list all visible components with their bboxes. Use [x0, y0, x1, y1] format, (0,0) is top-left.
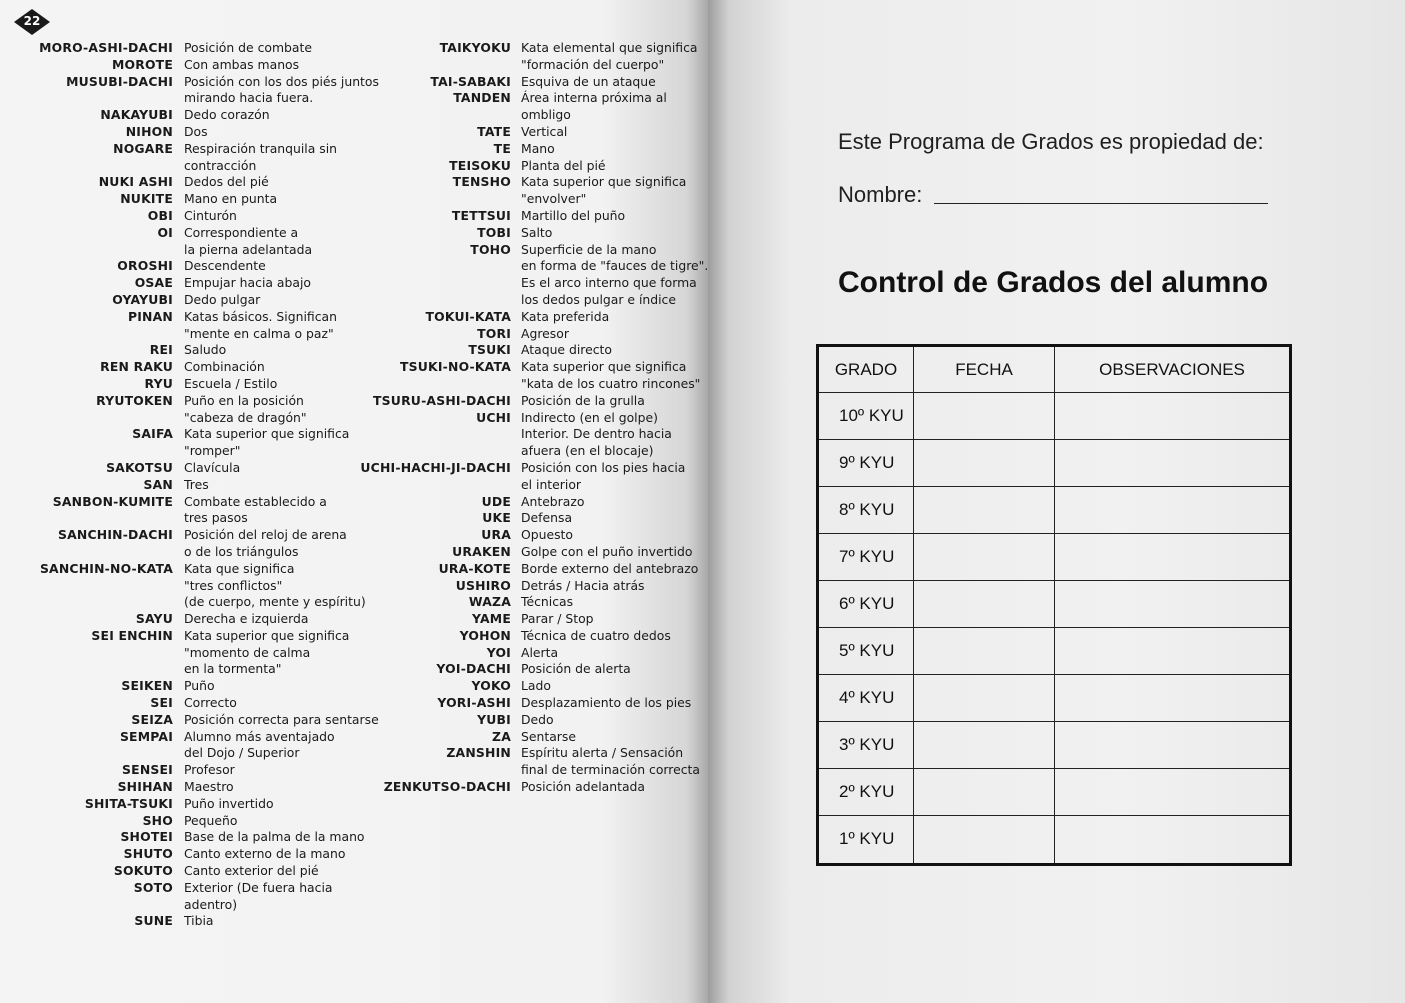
grade-cell: 3º KYU [818, 721, 914, 768]
glossary-definition: Exterior (De fuera hacia [184, 879, 333, 895]
date-cell[interactable] [914, 721, 1055, 768]
glossary-definition: Posición de alerta [521, 661, 631, 677]
glossary-definition: Pequeño [184, 812, 238, 828]
glossary-term: UDE [481, 493, 511, 509]
glossary-definition: Golpe con el puño invertido [521, 543, 693, 559]
grade-row [818, 721, 1291, 768]
glossary-definition: Superficie de la mano [521, 241, 657, 257]
glossary-term: REN RAKU [100, 359, 173, 375]
glossary-definition: "momento de calma [184, 644, 311, 660]
observations-cell[interactable] [1055, 486, 1291, 533]
glossary-term: URA-KOTE [438, 560, 511, 576]
glossary-definition: Maestro [184, 779, 234, 795]
glossary-term: SHIHAN [117, 779, 173, 795]
glossary-term: ZA [492, 728, 511, 744]
glossary-definition: Posición correcta para sentarse [184, 711, 379, 727]
glossary-term: TANDEN [453, 90, 511, 106]
glossary-term: ZENKUTSO-DACHI [383, 779, 511, 795]
date-cell[interactable] [914, 533, 1055, 580]
glossary-term: SUNE [134, 913, 173, 929]
glossary-term: SANCHIN-DACHI [57, 527, 173, 543]
grade-row [818, 439, 1291, 486]
glossary-definition: Detrás / Hacia atrás [521, 577, 645, 593]
glossary-term: NOGARE [113, 140, 173, 156]
glossary-definition: Derecha e izquierda [184, 611, 309, 627]
glossary-term: SANBON-KUMITE [52, 493, 173, 509]
glossary-term: TENSHO [452, 174, 511, 190]
glossary-definition: Empujar hacia abajo [184, 275, 311, 291]
glossary-definition: Agresor [521, 325, 569, 341]
glossary-term: TAIKYOKU [439, 40, 511, 55]
glossary-term: NUKITE [120, 191, 173, 207]
glossary-definition: Alerta [521, 644, 559, 660]
glossary-definition: contracción [184, 157, 257, 173]
glossary-definition: afuera (en el blocaje) [521, 443, 654, 459]
glossary-definition: "kata de los cuatro rincones" [521, 375, 701, 391]
glossary-definition: Dedo corazón [184, 107, 270, 123]
glossary-term: YORI-ASHI [437, 695, 511, 711]
glossary-definition: Correcto [184, 695, 237, 711]
glossary-term: OI [157, 224, 173, 240]
header-observaciones: OBSERVACIONES [1055, 346, 1291, 393]
glossary-term: SHITA-TSUKI [84, 795, 173, 811]
glossary-term: WAZA [468, 594, 511, 610]
date-cell[interactable] [914, 674, 1055, 721]
grade-cell: 5º KYU [818, 627, 914, 674]
glossary-definition: en la tormenta" [184, 661, 282, 677]
glossary-definition: Espíritu alerta / Sensación [521, 745, 684, 761]
glossary-definition: Combate establecido a [184, 493, 327, 509]
glossary-definition: "mente en calma o paz" [184, 325, 334, 341]
glossary-definition: tres pasos [184, 510, 248, 526]
glossary-term: SEMPAI [119, 728, 173, 744]
glossary-definition: "envolver" [521, 191, 587, 207]
glossary-term: TSUKI-NO-KATA [400, 359, 511, 375]
glossary-term: SAIFA [132, 426, 173, 442]
observations-cell[interactable] [1055, 533, 1291, 580]
glossary-definition: Borde externo del antebrazo [521, 560, 699, 576]
glossary-term: TAI-SABAKI [430, 73, 511, 89]
glossary-definition: Sentarse [521, 728, 576, 744]
glossary-definition: Mano [521, 140, 555, 156]
glossary-definition: Mano en punta [184, 191, 278, 207]
glossary-term: SHOTEI [120, 829, 173, 845]
glossary-term: URAKEN [452, 543, 511, 559]
glossary-term: MORO-ASHI-DACHI [39, 40, 173, 55]
glossary-definition: Desplazamiento de los pies [521, 695, 692, 711]
glossary-definition: "romper" [184, 443, 241, 459]
glossary-definition: Puño [184, 678, 215, 694]
glossary-definition: Técnicas [521, 594, 574, 610]
grade-row [818, 533, 1291, 580]
glossary-definition: Interior. De dentro hacia [521, 426, 672, 442]
grade-cell: 1º KYU [818, 815, 914, 864]
date-cell[interactable] [914, 768, 1055, 815]
glossary-term: TOBI [477, 224, 511, 240]
glossary-term: UCHI-HACHI-JI-DACHI [360, 459, 511, 475]
glossary-definition: Posición con los dos piés juntos [184, 73, 379, 89]
glossary-term: USHIRO [455, 577, 511, 593]
glossary-definition: (de cuerpo, mente y espíritu) [184, 594, 366, 610]
glossary-definition: Parar / Stop [521, 611, 594, 627]
grades-table-body [818, 393, 1291, 865]
page-number-badge [13, 8, 51, 36]
glossary-definition: Dedos del pié [184, 174, 269, 190]
glossary-definition: Kata elemental que significa [521, 40, 698, 55]
glossary-term: SEI [150, 695, 173, 711]
glossary-definition: Saludo [184, 342, 227, 358]
glossary-definition: del Dojo / Superior [184, 745, 300, 761]
glossary-definition: Tres [184, 476, 209, 492]
glossary-definition: Puño invertido [184, 795, 274, 811]
glossary-term: NUKI ASHI [98, 174, 173, 190]
header-fecha: FECHA [914, 346, 1055, 393]
glossary-definition: Kata preferida [521, 308, 610, 324]
glossary-definition: Kata superior que significa [521, 174, 687, 190]
observations-cell[interactable] [1055, 815, 1291, 864]
glossary-definition: Canto externo de la mano [184, 846, 346, 862]
observations-cell[interactable] [1055, 674, 1291, 721]
glossary-definition: Posición de combate [184, 40, 312, 55]
glossary-term: TATE [477, 123, 511, 139]
glossary-definition: los dedos pulgar e índice [521, 291, 676, 307]
glossary-term: RYUTOKEN [96, 392, 173, 408]
glossary-definition: Profesor [184, 762, 235, 778]
date-cell[interactable] [914, 439, 1055, 486]
glossary-term: TSURU-ASHI-DACHI [373, 392, 511, 408]
glossary-definition: Salto [521, 224, 553, 240]
glossary-definition: Vertical [521, 123, 568, 139]
ownership-statement: Este Programa de Grados es propiedad de: [838, 129, 1264, 154]
name-label: Nombre: [838, 182, 923, 207]
glossary-term: UCHI [476, 409, 511, 425]
glossary-definition: Tibia [184, 913, 214, 929]
glossary-term: PINAN [127, 308, 173, 324]
grade-cell: 10º KYU [818, 393, 914, 440]
glossary-term: SEIZA [131, 711, 173, 727]
glossary-definition: Lado [521, 678, 551, 694]
glossary-definition: Técnica de cuatro dedos [521, 627, 671, 643]
glossary-definition: Posición de la grulla [521, 392, 645, 408]
glossary-term: TORI [477, 325, 511, 341]
glossary-definition: Descendente [184, 258, 266, 274]
glossary-term: TOKUI-KATA [425, 308, 511, 324]
observations-cell[interactable] [1055, 439, 1291, 486]
table-header-row [818, 346, 1291, 393]
glossary-definition: Con ambas manos [184, 56, 300, 72]
glossary-definition: Ataque directo [521, 342, 612, 358]
date-cell[interactable] [914, 580, 1055, 627]
glossary-term: REI [149, 342, 173, 358]
glossary-term: YOHON [459, 627, 511, 643]
glossary-definition: Kata superior que significa [184, 426, 350, 442]
glossary-definition: Área interna próxima al [521, 90, 667, 106]
grade-cell: 4º KYU [818, 674, 914, 721]
glossary-definition: en forma de "fauces de tigre". [521, 258, 709, 274]
glossary-definition: Es el arco interno que forma [521, 275, 697, 291]
glossary-term: YAME [472, 611, 511, 627]
glossary-definition: Respiración tranquila sin [184, 140, 338, 156]
date-cell[interactable] [914, 393, 1055, 440]
grade-row [818, 393, 1291, 440]
grades-table [816, 344, 1292, 866]
glossary-definition: "cabeza de dragón" [184, 409, 307, 425]
glossary-definition: Dedo pulgar [184, 291, 261, 307]
date-cell[interactable] [914, 486, 1055, 533]
glossary-term: TETTSUI [451, 207, 511, 223]
glossary-definition: o de los triángulos [184, 543, 299, 559]
grade-row [818, 486, 1291, 533]
glossary-term: SOKUTO [113, 863, 173, 879]
observations-cell[interactable] [1055, 721, 1291, 768]
grade-cell: 6º KYU [818, 580, 914, 627]
glossary-term: TOHO [470, 241, 511, 257]
glossary-term: SAKOTSU [106, 459, 173, 475]
glossary-definition: adentro) [184, 896, 238, 912]
glossary-definition: Canto exterior del pié [184, 863, 319, 879]
observations-cell[interactable] [1055, 768, 1291, 815]
glossary-definition: Posición adelantada [521, 779, 646, 795]
glossary-term: TEISOKU [449, 157, 511, 173]
glossary-definition: Opuesto [521, 527, 573, 543]
grade-row [818, 674, 1291, 721]
grade-cell: 7º KYU [818, 533, 914, 580]
glossary-definition: Antebrazo [521, 493, 585, 509]
glossary-definition: Escuela / Estilo [184, 375, 278, 391]
date-cell[interactable] [914, 627, 1055, 674]
glossary-term: TSUKI [468, 342, 511, 358]
glossary-term: OBI [147, 207, 173, 223]
glossary-definition: Defensa [521, 510, 573, 526]
grade-cell: 9º KYU [818, 439, 914, 486]
glossary-definition: Puño en la posición [184, 392, 304, 408]
glossary-term: ZANSHIN [446, 745, 511, 761]
glossary-term: YOI [486, 644, 511, 660]
glossary-definition: Combinación [184, 359, 265, 375]
glossary-term: OROSHI [117, 258, 173, 274]
grade-row [818, 768, 1291, 815]
glossary-definition: Posición con los pies hacia [521, 459, 686, 475]
glossary-definition: Martillo del puño [521, 207, 626, 223]
glossary-definition: Base de la palma de la mano [184, 829, 365, 845]
glossary-definition: Cinturón [184, 207, 237, 223]
glossary-term: SHO [142, 812, 173, 828]
grades-control-heading: Control de Grados del alumno [838, 266, 1269, 299]
glossary-definition: Esquiva de un ataque [521, 73, 656, 89]
glossary-term: SEIKEN [121, 678, 173, 694]
glossary-definition: Indirecto (en el golpe) [521, 409, 658, 425]
glossary-term: YOI-DACHI [436, 661, 511, 677]
glossary-definition: Clavícula [184, 459, 241, 475]
glossary-term: NIHON [125, 123, 173, 139]
glossary-definition: Planta del pié [521, 157, 606, 173]
glossary-definition: Kata que significa [184, 560, 295, 576]
glossary-term: SENSEI [122, 762, 173, 778]
glossary-definition: la pierna adelantada [184, 241, 313, 257]
grade-cell: 2º KYU [818, 768, 914, 815]
glossary-definition: Posición del reloj de arena [184, 527, 347, 543]
observations-cell[interactable] [1055, 393, 1291, 440]
grade-row [818, 815, 1291, 864]
grade-row [818, 627, 1291, 674]
header-grado: GRADO [818, 346, 914, 393]
glossary-term: MUSUBI-DACHI [66, 73, 173, 89]
glossary-term: TE [493, 140, 511, 156]
glossary-definition: el interior [521, 476, 581, 492]
glossary-term: YOKO [471, 678, 511, 694]
glossary-definition: Dedo [521, 711, 554, 727]
glossary-definition: Katas básicos. Significan [184, 308, 337, 324]
glossary-definition: mirando hacia fuera. [184, 90, 314, 106]
glossary-definition: Correspondiente a [184, 224, 299, 240]
observations-cell[interactable] [1055, 627, 1291, 674]
glossary-definition: Kata superior que significa [184, 627, 350, 643]
glossary-term: SAYU [135, 611, 173, 627]
grade-cell: 8º KYU [818, 486, 914, 533]
glossary-term: SEI ENCHIN [91, 627, 173, 643]
glossary-definition: Dos [184, 123, 208, 139]
glossary-term: MOROTE [111, 56, 173, 72]
glossary-term: NAKAYUBI [100, 107, 173, 123]
glossary-term: SOTO [133, 879, 173, 895]
glossary-term: OSAE [134, 275, 173, 291]
glossary-term: SAN [143, 476, 173, 492]
glossary-term: YUBI [477, 711, 511, 727]
glossary-definition: "formación del cuerpo" [521, 56, 665, 72]
glossary-definition: final de terminación correcta [521, 762, 700, 778]
glossary-definition: Kata superior que significa [521, 359, 687, 375]
glossary-definition: ombligo [521, 107, 571, 123]
glossary-term: URA [481, 527, 511, 543]
observations-cell[interactable] [1055, 580, 1291, 627]
name-field-line [934, 203, 1268, 204]
date-cell[interactable] [914, 815, 1055, 864]
page-number: 22 [23, 14, 41, 28]
glossary-definition: "tres conflictos" [184, 577, 283, 593]
glossary-definition: Alumno más aventajado [184, 728, 335, 744]
glossary-term: OYAYUBI [112, 291, 173, 307]
glossary-term: RYU [144, 375, 173, 391]
glossary-term: SHUTO [123, 846, 173, 862]
glossary-term: UKE [482, 510, 511, 526]
glossary-term: SANCHIN-NO-KATA [39, 560, 173, 576]
grade-row [818, 580, 1291, 627]
